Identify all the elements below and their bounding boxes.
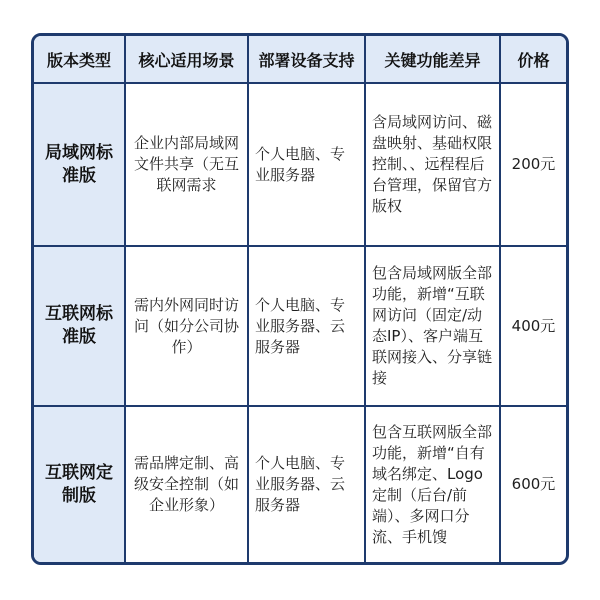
version-type-cell: 局域网标准版 xyxy=(34,83,125,246)
device-cell: 个人电脑、专业服务器 xyxy=(248,83,365,246)
features-cell: 包含局域网版全部功能，新增“互联网访问（固定/动态IP）、客户端互联网接入、分享链接 xyxy=(365,246,500,406)
table-row xyxy=(34,83,566,246)
header-core-scenario: 核心适用场景 xyxy=(125,36,248,83)
header-device-support: 部署设备支持 xyxy=(248,36,365,83)
scenario-cell: 企业内部局域网文件共享（无互联网需求 xyxy=(125,83,248,246)
table-row xyxy=(34,406,566,562)
version-type-cell: 互联网定制版 xyxy=(34,406,125,562)
version-type-cell: 互联网标准版 xyxy=(34,246,125,406)
features-cell: 含局域网访问、磁盘映射、基础权限控制、、远程程后台管理，保留官方版权 xyxy=(365,83,500,246)
pricing-table-frame xyxy=(31,33,569,565)
device-cell: 个人电脑、专业服务器、云服务器 xyxy=(248,406,365,562)
features-cell: 包含互联网版全部功能，新增“自有域名绑定、Logo定制（后台/前端）、多网口分流、手机馊 xyxy=(365,406,500,562)
version-comparison-table xyxy=(34,36,566,562)
scenario-cell: 需内外网同时访问（如分公司协作） xyxy=(125,246,248,406)
table-row xyxy=(34,246,566,406)
price-cell: 400元 xyxy=(500,246,566,406)
header-key-features: 关键功能差异 xyxy=(365,36,500,83)
scenario-cell: 需品牌定制、高级安全控制（如企业形象） xyxy=(125,406,248,562)
header-version-type: 版本类型 xyxy=(34,36,125,83)
table-header-row xyxy=(34,36,566,83)
header-price: 价格 xyxy=(500,36,566,83)
price-cell: 200元 xyxy=(500,83,566,246)
device-cell: 个人电脑、专业服务器、云服务器 xyxy=(248,246,365,406)
price-cell: 600元 xyxy=(500,406,566,562)
